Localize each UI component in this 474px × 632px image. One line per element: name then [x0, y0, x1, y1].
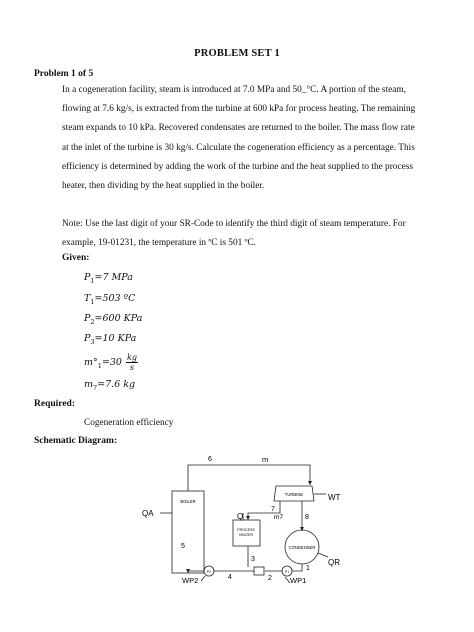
flow-m-label: m	[262, 455, 269, 464]
given-t1	[84, 293, 135, 306]
eq-subscript: 2	[90, 317, 95, 326]
eq-subscript: 3	[90, 337, 95, 346]
state-4-label: 4	[228, 574, 232, 581]
paragraph-line: at the inlet of the turbine is 30 kg/s. Calculate the cogeneration efficiency as a percentage. This	[62, 142, 415, 153]
state-2-label: 2	[268, 575, 272, 582]
condenser-label: CONDENSER	[288, 545, 316, 550]
pipe-1	[292, 564, 302, 571]
required-heading: Required:	[34, 399, 75, 409]
paragraph-line: In a cogeneration facility, steam is introduced at 7.0 MPa and 50_°C. A portion of the steam,	[62, 85, 406, 95]
eq-value: =600 KPa	[94, 313, 143, 324]
paragraph-line: heater, then dividing by the heat supplied in the boiler.	[62, 181, 265, 192]
arrowhead	[246, 516, 250, 520]
wp1-label: WP1	[290, 576, 307, 585]
eq-symbol: P	[84, 313, 91, 324]
schematic-heading: Schematic Diagram:	[34, 436, 118, 446]
state-6-label: 6	[208, 456, 212, 463]
state-7-label: 7	[271, 506, 275, 513]
mixing-chamber	[254, 567, 264, 575]
wt-label: WT	[328, 493, 341, 502]
pipe-6	[188, 465, 310, 491]
pump-p2-label: P2	[206, 570, 212, 574]
q-label: Q	[237, 512, 244, 521]
note-paragraph	[62, 215, 418, 253]
unit-denominator: s	[129, 363, 135, 372]
given-heading: Given:	[62, 253, 90, 263]
paragraph-line: steam expands to 10 kPa. Recovered condensates are returned to the boiler. The mass flow rate	[62, 123, 415, 134]
arrowhead	[308, 481, 312, 485]
eq-symbol: m	[84, 379, 94, 390]
eq-symbol: m°	[84, 357, 98, 368]
note-line: example, 19-01231, the temperature in ºC is 501 ºC.	[62, 238, 256, 249]
process-heater-label: HEATER	[238, 533, 254, 537]
turbine-label: TURBINE	[284, 492, 304, 497]
paragraph-line: efficiency is determined by adding the work of the turbine and the heat supplied to the process	[62, 161, 413, 172]
problem-paragraph	[62, 81, 418, 196]
wp2-label: WP2	[182, 576, 199, 585]
given-m7	[84, 379, 135, 392]
qr-label: QR	[328, 558, 340, 567]
problem-label: Problem 1 of 5	[34, 69, 94, 79]
eq-subscript: 1	[97, 361, 102, 370]
given-p1	[84, 272, 133, 285]
page-title: PROBLEM SET 1	[194, 48, 280, 59]
given-p3	[84, 333, 136, 346]
unit-numerator: kg	[127, 353, 137, 362]
state-1-label: 1	[306, 565, 310, 572]
eq-value: =10 KPa	[94, 333, 137, 344]
given-m1	[84, 353, 138, 372]
schematic-diagram	[130, 449, 370, 594]
process-heater-label: PROCESS	[237, 528, 255, 532]
eq-value: =7.6 kg	[97, 379, 136, 390]
eq-subscript: 1	[90, 276, 95, 285]
eq-value: =503 ºC	[94, 293, 136, 304]
state-3-label: 3	[251, 556, 255, 563]
wp2-arrow	[201, 576, 205, 581]
note-line: Note: Use the last digit of your SR-Code to identify the third digit of steam temperature. For	[62, 219, 406, 229]
eq-symbol: T	[84, 293, 91, 304]
eq-subscript: 7	[93, 383, 98, 392]
eq-subscript: 1	[90, 297, 95, 306]
state-8-label: 8	[305, 514, 309, 521]
eq-symbol: P	[84, 333, 91, 344]
eq-symbol: P	[84, 272, 91, 283]
eq-value: =30	[101, 357, 122, 368]
unit-fraction	[126, 353, 138, 372]
qa-label: QA	[142, 509, 154, 518]
pump-p1-label: P1	[284, 570, 290, 574]
boiler-label: BOILER	[180, 499, 196, 504]
state-5-label: 5	[181, 543, 185, 550]
eq-value: =7 MPa	[94, 272, 133, 283]
required-text: Cogeneration efficiency	[84, 418, 174, 428]
paragraph-line: flowing at 7.6 kg/s, is extracted from the turbine at 600 kPa for process heating. The remaining	[62, 104, 416, 115]
given-p2	[84, 313, 142, 326]
qr-arrow	[318, 553, 328, 557]
flow-m7-label: m7	[274, 514, 284, 521]
